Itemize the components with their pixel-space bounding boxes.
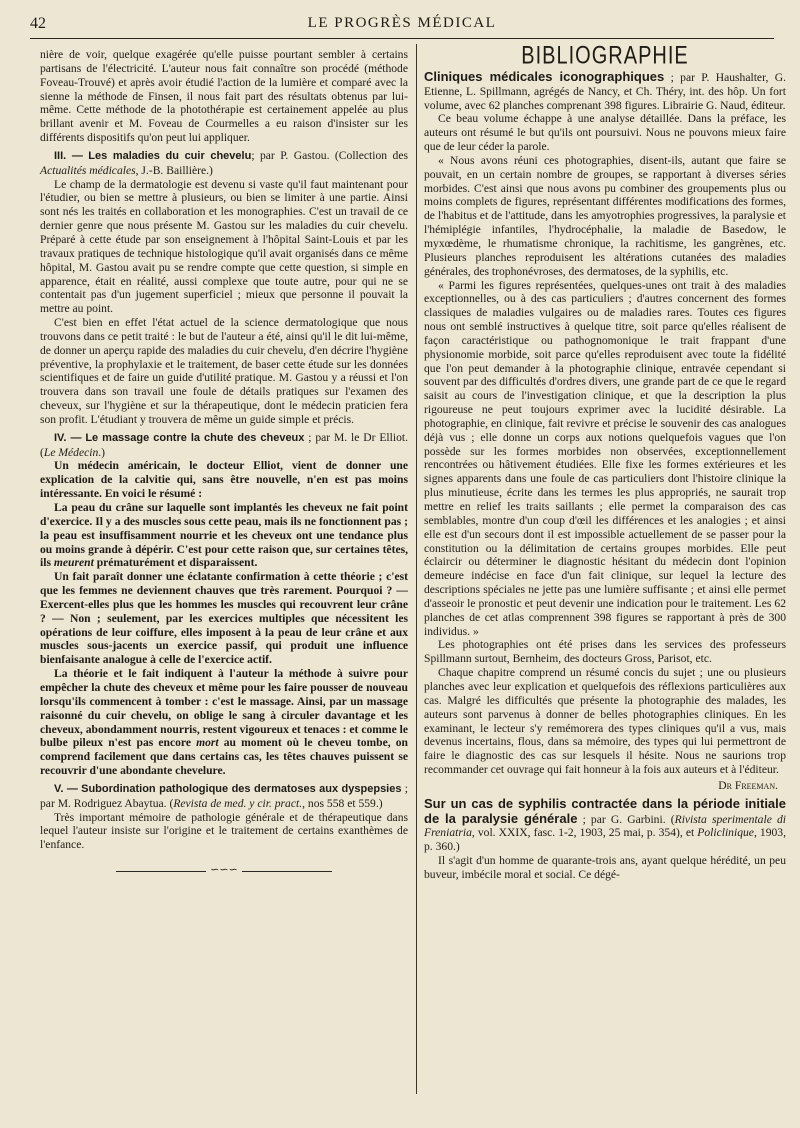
paragraph: C'est bien en effet l'état actuel de la science dermatologique que nous trouvons dans ce petit traité : le but de l'auteur a été, ainsi qu'il le dit lui-même, de donner un aperçu rapide des maladies du cuir chevelu, d'en décrire l'hygiène préventive, la prophylaxie et le traitement, de baser cette étude sur les données scientifiques et de faire un guide d'utilité pratique. M. Gastou y a réussi et l'on trouvera dans son travail une foule de détails pratiques sur l'examen des cheveux, sur l'hygiène et sur la thérapeutique, dont le médecin praticien fera son profit. L'étudiant y trouvera de même un guide simple et précis. <box>40 316 408 426</box>
section-author: ; par P. Gastou. <box>251 148 330 162</box>
italic-run: mort <box>196 736 219 750</box>
left-column <box>40 48 408 878</box>
page-number: 42 <box>30 15 46 32</box>
section-number: V. — <box>54 782 78 795</box>
paragraph: Très important mémoire de pathologie générale et de thérapeutique dans lequel l'auteur insiste sur l'origine et le traitement de certains exanthèmes de l'enfance. <box>40 810 408 852</box>
quote-paragraph: « Parmi les figures représentées, quelques-unes ont trait à des maladies exceptionnelles, ou à des cas particuliers ; d'autres concernent des formes classiques de maladies vulgaires ou de maladies rares. Toutes ces figures nous ont semblé instructives à quelque titre, soit parce qu'elles réalisent de façon caractéristique ou pathognomonique le trait frappant d'une physionomie morbide, soit parce qu'elles reproduisent avec toute la fidélité que l'on peut demander à la photographie clinique, entravée cependant si souvent par des difficultés d'ordres divers, une grande part de ce que le regard saisit au cours de l'investigation clinique, et que la description la plus rigoureuse ne peut toujours exprimer avec la lucidité désirable. La photographie, en clinique, fait revivre et précise le souvenir des cas analogues déjà vus ; elle donne un corps aux notions quelquefois vagues que l'on possède sur les formes morbides non observées, exceptionnellement rencontrées ou hâtivement étudiées. Elle fixe les formes extérieures et les signes apparents dans une foule de cas particuliers dont l'histoire clinique la plus minutieuse, écrite dans les termes les plus appropriés, ne saurait trop mettre en relief les traits saillants ; elle permet la comparaison des cas semblables, montre d'un coup d'œil les différences et les analogies ; et ainsi elle est d'un secours dont il est impossible actuellement de se passer pour la constitution ou la délimitation de certains groupes morbides. Elle peut éclaircir ou déterminer le diagnostic hésitant du médecin dont l'opinion demeure indécise en face d'un fait clinique, sur lequel la lecture des descriptions spéciales ne jette pas une lumière suffisante ; et ainsi elle permet d'asseoir le pronostic et peut devenir une indication pour le traitement. Les 62 planches de cet atlas comprennent 398 figures se rapportant à près de 300 individus. » <box>424 278 786 638</box>
section-pub-end: , J.-B. Baillière.) <box>135 163 213 177</box>
text-run: au moment où le cheveu tombe, on comprend facilement que dans certains cas, les têtes chauves puissent se recouvrir d'une abondante chevelure. <box>40 736 409 778</box>
section-pub-end: .) <box>98 445 106 459</box>
intro-paragraph: nière de voir, quelque exagérée qu'elle puisse pourtant sembler à certains partisans de l'électricité. L'auteur nous fait connaître son procédé (méthode Foveau-Trouvé) et après avoir étudié l'action de la lumière et comparé avec la sienne la méthode de Finsen, il nous fait part des résultats obtenus par lui-même. Cette méthode de la photothérapie est certainement appelée au plus brillant avenir et M. Foveau de Courmelles a eu raison d'insister sur les différents dispositifs qu'on peut lui appliquer. <box>40 48 408 145</box>
bibliography-entry-heading <box>424 70 786 113</box>
entry-meta: , vol. XXIX, fasc. 1-2, 1903, 25 mai, p. 354), et <box>471 826 698 840</box>
paragraph: Les photographies ont été prises dans les services des professeurs Spillmann surtout, Bernheim, des docteurs Gross, Parisot, etc. <box>424 638 786 666</box>
section-title: Subordination pathologique des dermatoses aux dyspepsies <box>81 782 402 795</box>
section-number: IV. — <box>54 431 82 444</box>
text-run: prématurément et disparaissent. <box>93 556 258 570</box>
entry-title: Sur un cas de syphilis contractée dans la période initiale de la paralysie générale <box>424 795 786 826</box>
reviewer-signature: Dr Freeman. <box>718 778 778 792</box>
running-header <box>30 12 774 39</box>
entry-meta-italic: Policlinique <box>697 826 754 840</box>
ornament-line <box>242 871 332 872</box>
paragraph <box>40 667 408 778</box>
paragraph: Chaque chapitre comprend un résumé concis du sujet ; une ou plusieurs planches avec leur explication et quelquefois des réflexions particulières aux cas. Malgré les difficultés que présente la photographie des malades, les auteurs sont parvenus à donner de belles photographies cliniques. En les examinant, le lecteur s'y remémorera des types cliniques qu'il a vus, mais devenus incertains, flous, dans sa mémoire, des types qui lui permettront de faire le diagnostic des cas sur lesquels il hésite. Nous ne saurions trop recommander cet ouvrage qui fait honneur à la fois aux auteurs et à l'éditeur. <box>424 666 786 777</box>
section-title: Le massage contre la chute des cheveux <box>85 431 305 444</box>
text-run: La peau du crâne sur laquelle sont implantés les cheveux ne fait point d'exercice. Il y a des muscles sous cette peau, mais ils ne fonctionnent pas ; la peau est insuffisamment nourrie et les cheveux ont une tendance plus ou moins grande à dépérir. C'est pour cette raison que, sur certaines têtes, ils <box>40 501 408 570</box>
paragraph: Ce beau volume échappe à une analyse détaillée. Dans la préface, les auteurs ont résumé le but qu'ils ont poursuivi. Nous ne pouvons mieux faire que de leur céder la parole. <box>424 112 786 154</box>
journal-title: LE PROGRÈS MÉDICAL <box>307 15 497 31</box>
section-title-bibliographie: BIBLIOGRAPHIE <box>521 42 689 70</box>
entry-meta-italic: Rivista sperimentale di Freniatria <box>424 812 786 840</box>
section-iv-heading <box>40 431 408 460</box>
section-pub-italic: Revista de med. y cir. pract. <box>173 796 303 810</box>
entry-meta: ; par P. Haushalter, G. Etienne, L. Spillmann, agrégés de Nancy, et Ch. Théry, int. des hôp. Un fort volume, avec 62 planches comprenant 398 figures. Librairie G. Naud, éditeur. <box>424 70 786 112</box>
italic-run: meurent <box>53 556 94 570</box>
section-pub-italic: Le Médecin <box>43 445 99 459</box>
ornament-squiggle: ∽∽∽ <box>210 864 238 877</box>
section-author: ; par M. le Dr Elliot. <box>304 430 409 444</box>
section-pub-end: , nos 558 et 559.) <box>302 796 383 810</box>
entry-meta: ; par G. Garbini. ( <box>577 812 675 826</box>
section-v-heading <box>40 782 408 811</box>
paragraph <box>40 501 408 570</box>
section-pub: ( <box>166 796 174 810</box>
section-title: Les maladies du cuir chevelu <box>88 149 252 162</box>
paragraph: Un médecin américain, le docteur Elliot, vient de donner une explication de la calvitie qui, sans être nouvelle, n'en est pas moins intéressante. En voici le résumé : <box>40 459 408 501</box>
column-rule <box>416 44 417 1094</box>
quote-paragraph: « Nous avons réuni ces photographies, disent-ils, autant que faire se pouvait, en un certain nombre de groupes, se rapportant à diverses séries morbides. C'est ainsi que nous avons pu combiner des groupements plus ou moins complets de figures, représentant différentes modifications des formes, de l'habitus et de l'attitude, dans les amyotrophies progressives, la paralysie et l'hémiplégie infantiles, l'hydrocéphalie, la maladie de Basedow, le myxœdème, le rhumatisme chronique, la rachitisme, les gangrènes, etc. Plusieurs planches reproduisent les altérations cutanées des maladies générales, des trophonévroses, des dermatoses, de la syphilis, etc. <box>424 153 786 278</box>
paragraph: Un fait paraît donner une éclatante confirmation à cette théorie ; c'est que les femmes ne deviennent chauves que très rarement. Pourquoi ? — Exercent-elles plus que les hommes les muscles qui recouvrent leur crâne ? — Non ; seulement, par les exercices multiples que nécessitent les opérations de leur coiffure, elles imposent à la peau de leur crâne et aux muscles sous-jacents un exercice passif, qui produit une influence bienfaisante analogue à celle de l'exercice actif. <box>40 570 408 667</box>
end-ornament <box>40 864 408 878</box>
paragraph: Il s'agit d'un homme de quarante-trois ans, ayant quelque hérédité, un peu buveur, imbécile moral et social. Ce dégé- <box>424 854 786 881</box>
section-iii-heading <box>40 149 408 178</box>
ornament-line <box>116 871 206 872</box>
section-pub: ( <box>40 445 44 459</box>
bibliography-entry-heading <box>424 797 786 854</box>
section-author: ; par M. Rodriguez Abaytua. <box>40 781 408 810</box>
entry-meta: , 1903, p. 360.) <box>424 826 786 854</box>
right-column <box>424 42 786 882</box>
section-pub-italic: Actualités médicales <box>40 163 136 177</box>
entry-title: Cliniques médicales iconographiques <box>424 68 665 84</box>
paragraph: Le champ de la dermatologie est devenu si vaste qu'il faut maintenant pour l'étudier, ou bien se mettre à plusieurs, ou bien se limiter à une partie. Ainsi sont nés les traités en collaboration et les monographies. C'est un travail de ce dernier genre que nous présente M. Gastou sur les maladies du cuir chevelu. Préparé à cette étude par son enseignement à l'hôpital Saint-Louis et par les travaux pratiques de technique histologique qu'il avait organisés dans ce même hôpital, M. Gastou avait pu se rendre compte que cette question, si simple en apparence, était en réalité, aussi complexe que toute autre, pour qui ne se contentait pas d'un jugement superficiel ; mieux que personne il pouvait la mettre au point. <box>40 177 408 316</box>
section-pub: (Collection des <box>329 148 408 162</box>
section-number: III. — <box>54 149 83 162</box>
text-run: La théorie et le fait indiquent à l'auteur la méthode à suivre pour empêcher la chute des cheveux et même pour les faire pousser de nouveau lorsqu'ils commencent à tomber : c'est le massage. Ainsi, par un massage raisonné du cuir chevelu, on oblige le sang à circuler davantage et les cheveux, abondamment nourris, restent vigoureux et tenaces : et comme le bulbe pileux n'est pas encore <box>40 667 408 750</box>
